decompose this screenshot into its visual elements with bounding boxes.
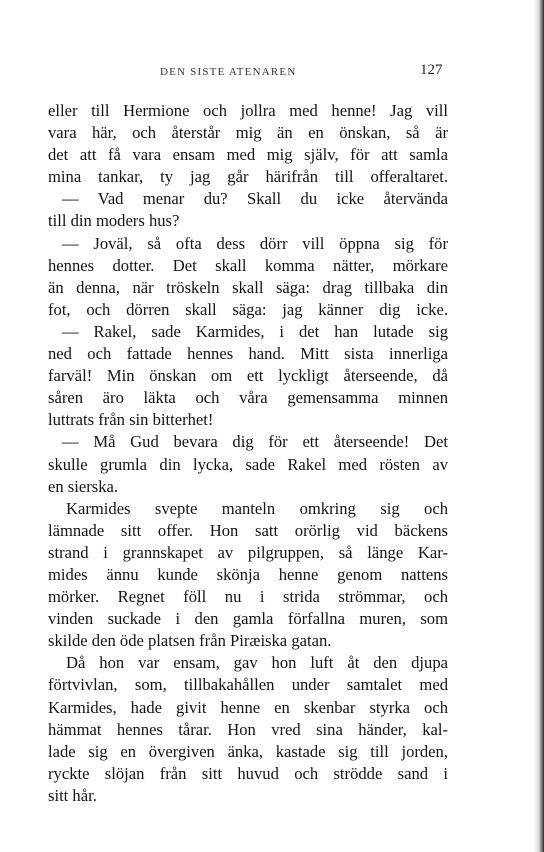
page-number: 127	[420, 62, 443, 78]
text-line: förtvivlan, som, tillbakahållen under samtalet med	[48, 675, 448, 695]
text-line: ryckte slöjan från sitt huvud och strödde sand i	[48, 763, 448, 783]
text-line: hämmat hennes tårar. Hon vred sina händer, kal-	[48, 719, 448, 739]
text-line: Karmides, hade givit henne en skenbar styrka och	[48, 697, 448, 717]
text-line: Då hon var ensam, gav hon luft åt den djupa	[66, 653, 448, 673]
text-line: — Vad menar du? Skall du icke återvända	[62, 189, 448, 209]
text-line: farväl! Min önskan om ett lyckligt återseende, då	[48, 366, 448, 386]
text-line: en sierska.	[48, 476, 119, 496]
text-line: — Joväl, så ofta dess dörr vill öppna sig för	[62, 233, 448, 253]
body-text	[48, 100, 448, 807]
text-line: mina tankar, ty jag går härifrån till offeraltaret.	[48, 167, 448, 187]
text-line: än denna, när tröskeln skall säga: drag tillbaka din	[48, 277, 448, 297]
page-edge-shadow	[534, 0, 544, 852]
text-line: mides ännu kunde skönja henne genom nattens	[48, 564, 448, 584]
text-line: lämnade sitt offer. Hon satt orörlig vid bäckens	[48, 520, 448, 540]
text-line: luttrats från sin bitterhet!	[48, 410, 214, 430]
text-line: vinden suckade i den gamla förfallna muren, som	[48, 609, 448, 629]
text-line: fot, och dörren skall säga: jag känner dig icke.	[48, 299, 448, 319]
text-line: hennes dotter. Det skall komma nätter, mörkare	[48, 255, 448, 275]
text-line: sitt hår.	[48, 785, 97, 805]
text-line: eller till Hermione och jollra med henne! Jag vill	[48, 101, 448, 120]
text-line: skilde den öde platsen från Piræiska gatan.	[48, 631, 332, 651]
text-line: Karmides svepte manteln omkring sig och	[66, 498, 448, 518]
running-title: DEN SISTE ATENAREN	[160, 66, 297, 78]
text-line: — Rakel, sade Karmides, i det han lutade sig	[62, 321, 448, 341]
text-line: — Må Gud bevara dig för ett återseende! Det	[62, 432, 448, 452]
text-line: skulle grumla din lycka, sade Rakel med rösten av	[48, 454, 448, 474]
text-line: till din moders hus?	[48, 211, 180, 231]
text-line: mörker. Regnet föll nu i strida strömmar, och	[48, 587, 448, 607]
text-line: ned och fattade hennes hand. Mitt sista innerliga	[48, 344, 448, 364]
text-line: det att få vara ensam med mig själv, för att samla	[48, 145, 448, 165]
text-line: såren äro läkta och våra gemensamma minnen	[48, 388, 448, 408]
text-line: strand i grannskapet av pilgruppen, så länge Kar-	[48, 542, 448, 562]
text-line: vara här, och återstår mig än en önskan, så är	[48, 123, 448, 143]
text-line: lade sig en övergiven änka, kastade sig till jorden,	[48, 741, 448, 761]
